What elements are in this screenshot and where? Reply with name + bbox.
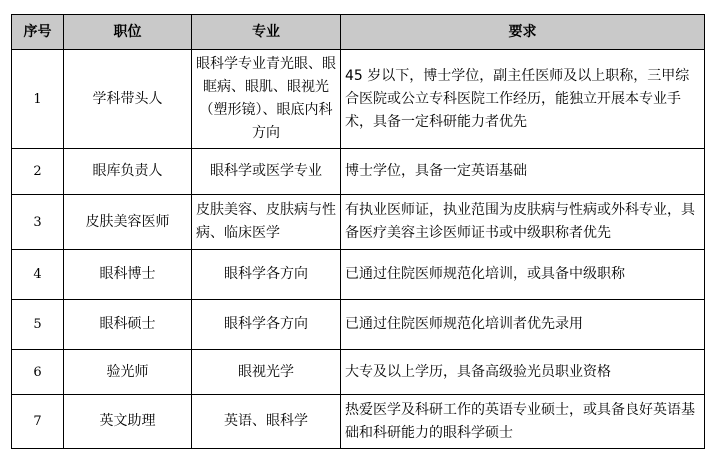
row-requirement: 热爱医学及科研工作的英语专业硕士，或具备良好英语基础和科研能力的眼科学硕士	[341, 395, 705, 449]
row-number: 2	[12, 149, 64, 195]
recruitment-table	[11, 14, 705, 449]
row-position: 眼库负责人	[64, 149, 192, 195]
row-requirement: 已通过住院医师规范化培训者优先录用	[341, 300, 705, 350]
row-requirement: 有执业医师证，执业范围为皮肤病与性病或外科专业，具备医疗美容主诊医师证书或中级职称者优先	[341, 195, 705, 250]
table-row	[12, 300, 705, 350]
row-major: 英语、眼科学	[192, 395, 341, 449]
row-major: 眼科学各方向	[192, 250, 341, 300]
row-requirement: 大专及以上学历，具备高级验光员职业资格	[341, 350, 705, 395]
table-row	[12, 250, 705, 300]
header-position: 职位	[64, 15, 192, 50]
row-number: 5	[12, 300, 64, 350]
table-row	[12, 50, 705, 149]
table-header-row	[12, 15, 705, 50]
row-major: 眼科学各方向	[192, 300, 341, 350]
row-major: 眼科学或医学专业	[192, 149, 341, 195]
row-position: 学科带头人	[64, 50, 192, 149]
row-number: 7	[12, 395, 64, 449]
row-number: 6	[12, 350, 64, 395]
row-major: 皮肤美容、皮肤病与性病、临床医学	[192, 195, 341, 250]
table-row	[12, 149, 705, 195]
row-number: 4	[12, 250, 64, 300]
header-requirement: 要求	[341, 15, 705, 50]
row-number: 1	[12, 50, 64, 149]
table-row	[12, 350, 705, 395]
row-major: 眼视光学	[192, 350, 341, 395]
row-requirement: 博士学位，具备一定英语基础	[341, 149, 705, 195]
row-requirement: 已通过住院医师规范化培训，或具备中级职称	[341, 250, 705, 300]
row-requirement: 45 岁以下，博士学位，副主任医师及以上职称，三甲综合医院或公立专科医院工作经历，能独立开展本专业手术，具备一定科研能力者优先	[341, 50, 705, 149]
row-number: 3	[12, 195, 64, 250]
row-position: 验光师	[64, 350, 192, 395]
header-major: 专业	[192, 15, 341, 50]
row-position: 眼科硕士	[64, 300, 192, 350]
table-row	[12, 195, 705, 250]
row-position: 眼科博士	[64, 250, 192, 300]
header-number: 序号	[12, 15, 64, 50]
table-row	[12, 395, 705, 449]
row-position: 皮肤美容医师	[64, 195, 192, 250]
row-position: 英文助理	[64, 395, 192, 449]
row-major: 眼科学专业青光眼、眼眶病、眼肌、眼视光（塑形镜）、眼底内科方向	[192, 50, 341, 149]
